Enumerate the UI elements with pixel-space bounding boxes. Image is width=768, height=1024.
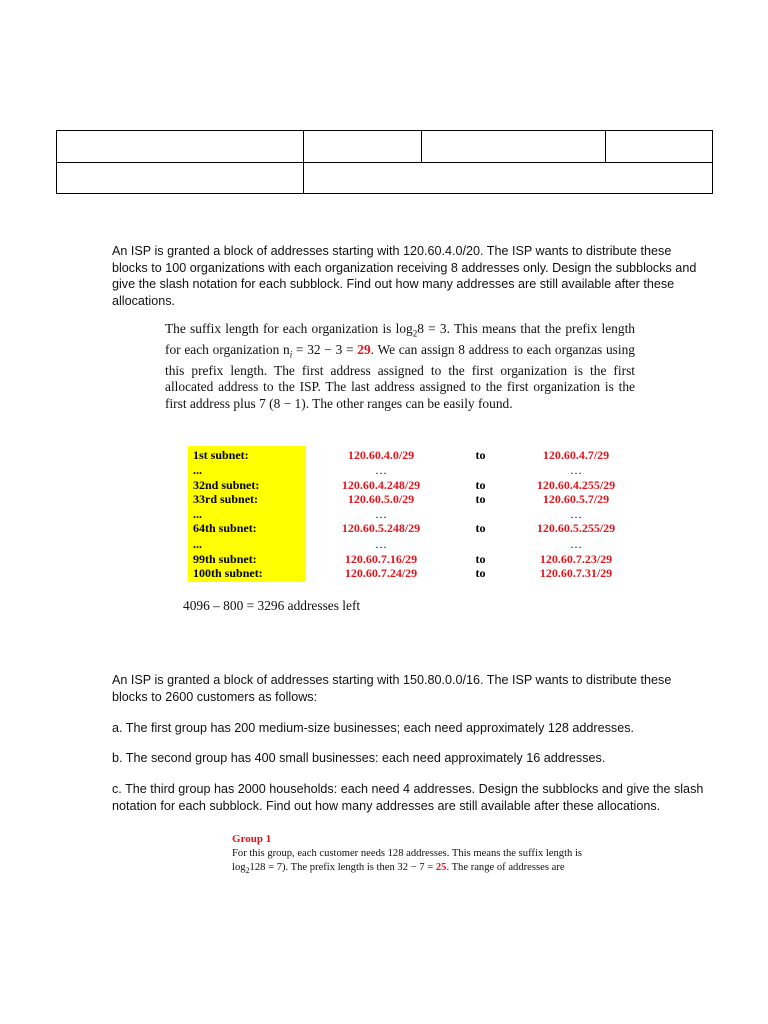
group-title: Group 1 [232,833,272,845]
subnet-end: … [570,463,582,477]
header-cell [422,131,606,163]
group-text: 128 = 7). The prefix length is then 32 − 7 = [249,862,436,873]
subnet-start: … [375,463,387,477]
subnet-row [188,463,648,477]
solution-1-text [165,321,635,412]
subnet-label: 99th subnet: [193,552,257,566]
subnet-label: 100th subnet: [193,566,263,580]
group-text: log [232,862,246,873]
subscript: i [289,349,293,360]
solution-text: 8 = 3. This means that the prefix length for each organization n [165,321,635,357]
subnet-end: 120.60.7.31/29 [539,566,613,580]
subnet-row [188,566,648,580]
subnet-label: 32nd subnet: [193,478,260,492]
subnet-start: 120.60.4.0/29 [347,448,415,462]
subnet-to: to [475,521,486,535]
question-1: An ISP is granted a block of addresses starting with 120.60.4.0/20. The ISP wants to distribute these blocks to 100 organizations with each organization receiving 8 addresses only. Design the subblocks and give the slash notation for each subblock. Find out how many addresses are still available after these allocations. [112,244,697,308]
subnet-end: … [570,507,582,521]
question-2a: a. The first group has 200 medium-size businesses; each need approximately 128 addresses. [112,721,635,735]
subnet-to: to [475,448,486,462]
subnet-end: 120.60.7.23/29 [539,552,613,566]
solution-text: = 32 − 3 = [292,341,358,357]
subnet-to: to [475,492,486,506]
subnet-row [188,552,648,566]
subnet-start: 120.60.5.248/29 [341,521,421,535]
header-cell [606,131,713,163]
subnet-start: 120.60.7.24/29 [344,566,418,580]
subnet-to: to [475,552,486,566]
subnet-row [188,448,648,462]
header-row-2 [57,162,713,194]
subnet-to: to [475,566,486,580]
header-cell [57,131,304,163]
subnet-row [188,492,648,506]
subnet-end: 120.60.4.7/29 [542,448,610,462]
subnet-label: 33rd subnet: [193,492,259,506]
header-cell [304,162,713,194]
header-row-1 [57,131,713,163]
group-line [232,861,592,879]
subnet-label: 64th subnet: [193,521,257,535]
group-line: For this group, each customer needs 128 addresses. This means the suffix length is [232,847,583,859]
question-2: An ISP is granted a block of addresses starting with 150.80.0.0/16. The ISP wants to distribute these blocks to 2600 customers as follows: [112,673,672,704]
subnet-label: ... [193,463,202,477]
header-cell [304,131,422,163]
group-text: . The range of addresses are [446,862,565,873]
header-table [56,130,713,194]
subnet-to: to [475,478,486,492]
solution-text: The suffix length for each organization is log [165,321,413,336]
subnet-label: 1st subnet: [193,448,249,462]
subnet-label: ... [193,537,202,551]
subnet-row [188,478,648,492]
subnet-row [188,521,648,535]
group-1-solution [232,832,592,879]
subnet-start: 120.60.7.16/29 [344,552,418,566]
question-2b: b. The second group has 400 small businesses: each need approximately 16 addresses. [112,751,606,765]
subnet-start: 120.60.4.248/29 [341,478,421,492]
subscript: 2 [412,328,418,339]
subnet-end: 120.60.4.255/29 [536,478,616,492]
prefix-value: 29 [357,341,371,357]
subnet-end: … [570,537,582,551]
subnet-start: … [375,537,387,551]
subnet-end: 120.60.5.255/29 [536,521,616,535]
subnet-start: … [375,507,387,521]
subnet-end: 120.60.5.7/29 [542,492,610,506]
subscript: 2 [245,866,250,876]
header-cell [57,162,304,194]
subnet-start: 120.60.5.0/29 [347,492,415,506]
question-2c: c. The third group has 2000 households: each need 4 addresses. Design the subblocks and give the slash notation for each subblock. Find out how many addresses are still available after these allocations. [112,782,704,813]
prefix-value: 25 [435,862,447,873]
subnet-label: ... [193,507,202,521]
addresses-left: 4096 – 800 = 3296 addresses left [183,598,361,613]
subnet-row [188,507,648,521]
subnet-row [188,537,648,551]
solution-text: . We can assign 8 address to each organzas using this prefix length. The first address assigned to the first organization is the first allocated address to the ISP. The last address assigned to the first organization is the first address plus 7 (8 − 1). The other ranges can be easily found. [165,341,635,411]
